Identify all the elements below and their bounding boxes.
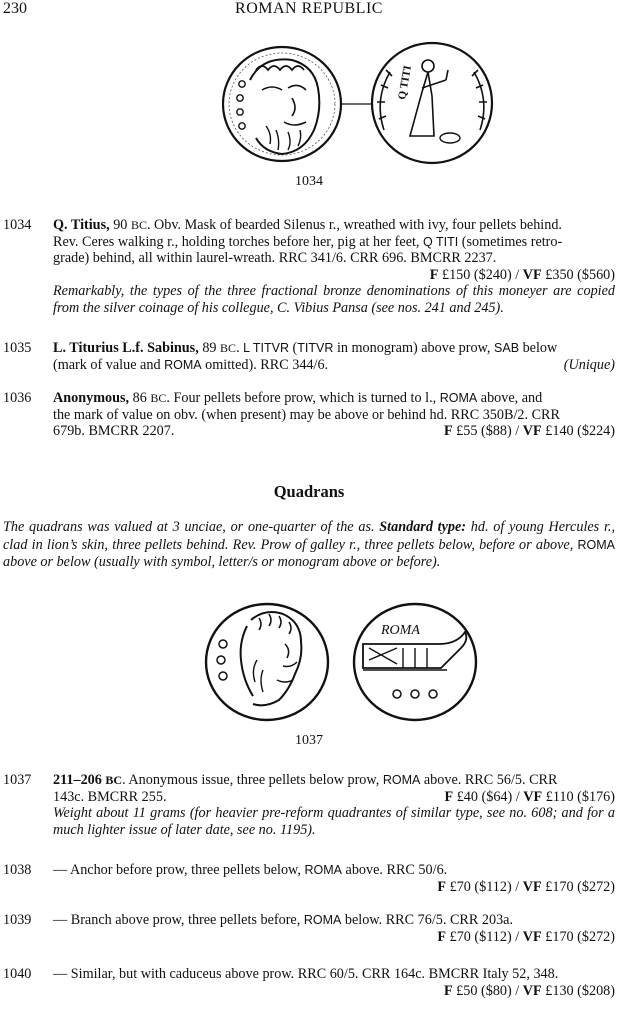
price-line: F £40 ($64) / VF £110 ($176) — [444, 788, 615, 805]
price-line: F £150 ($240) / VF £350 ($560) — [429, 266, 615, 283]
figure-caption-1037: 1037 — [295, 733, 323, 748]
reverse-ceres-coin — [372, 43, 492, 163]
coin-legend: Q TITI — [423, 234, 459, 249]
svg-text:Q TITI: Q TITI — [396, 64, 414, 101]
entry-note: Weight about 11 grams (for heavier pre-reform quadrantes of similar type, see no. 608; and for a much lighter issue of later date, see no. 1195). — [53, 805, 615, 838]
coin-figure-1034 — [222, 40, 494, 170]
moneyer-name: Anonymous, — [53, 390, 130, 406]
entry-number: 1037 — [3, 772, 32, 788]
issue-date: 211–206 — [53, 772, 102, 788]
page-number: 230 — [3, 0, 27, 17]
running-title: ROMAN REPUBLIC — [235, 0, 383, 17]
section-title: Quadrans — [273, 482, 345, 501]
moneyer-name: L. Titurius L.f. Sabinus, — [53, 340, 199, 356]
coin-legend-roma: ROMA — [381, 623, 420, 638]
section-intro: The quadrans was valued at 3 unciae, or one-quarter of the as. Standard type: hd. of young Hercules r., clad in lion’s skin, three pellets behind. Rev. Prow of galley r., three pellets below, before or above, ROMA above or below (usually with symbol, letter/s or monogram above or before). — [3, 519, 615, 570]
obverse-silenus-coin — [223, 47, 341, 161]
entry-number: 1034 — [3, 217, 32, 233]
obverse-hercules-coin — [206, 604, 328, 720]
moneyer-name: Q. Titius, — [53, 217, 110, 233]
entry-note: Remarkably, the types of the three fractional bronze denominations of this moneyer are copied from the silver coinage of his collegue, C. Vibius Pansa (see nos. 241 and 245). — [53, 283, 615, 316]
coin-figure-1037 — [203, 600, 479, 728]
entry-number: 1035 — [3, 340, 32, 356]
price-line: F £70 ($112) / VF £170 ($272) — [437, 928, 615, 945]
price-line: F £70 ($112) / VF £170 ($272) — [437, 878, 615, 895]
entry-number: 1039 — [3, 912, 32, 928]
entry-number: 1036 — [3, 390, 32, 406]
entry-number: 1040 — [3, 966, 32, 982]
price-line: F £50 ($80) / VF £130 ($208) — [443, 982, 615, 999]
reverse-prow-coin — [354, 604, 476, 720]
rarity-label: (Unique) — [563, 356, 615, 373]
figure-caption-1034: 1034 — [295, 174, 323, 189]
entry-number: 1038 — [3, 862, 32, 878]
price-line: F £55 ($88) / VF £140 ($224) — [443, 423, 615, 439]
